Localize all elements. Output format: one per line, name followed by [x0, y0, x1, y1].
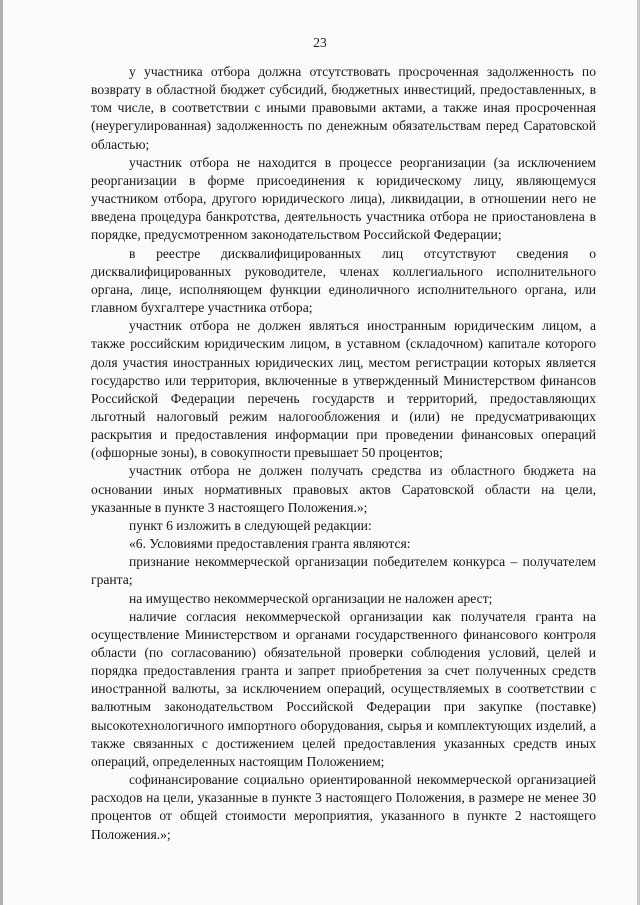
paragraph-winner-recognition: признание некоммерческой организации победителем конкурса – получателем гранта; — [91, 554, 596, 588]
paragraph-co-financing: софинансирование социально ориентированной некоммерческой организацией расходов на цели, указанные в пункте 3 настоящего Положения, в размере не менее 30 процентов от общей стоимости мероприятия, указанного в пункте 2 настоящего Положения.»; — [91, 772, 596, 842]
paragraph-disqualified-persons: в реестре дисквалифицированных лиц отсутствуют сведения о дисквалифицированных руководителе, членах коллегиального исполнительного органа, лице, исполняющем функции единоличного исполнительного органа, или главном бухгалтере участника отбора; — [91, 245, 596, 316]
paragraph-grant-conditions-heading: «6. Условиями предоставления гранта являются: — [129, 536, 411, 552]
document-body — [91, 63, 596, 844]
page-number: 23 — [313, 35, 327, 50]
paragraph-no-arrest: на имущество некоммерческой организации не наложен арест; — [129, 590, 493, 606]
paragraph-no-other-funding: участник отбора не должен получать средства из областного бюджета на основании иных нормативных правовых актов Саратовской области на цели, указанные в пункте 3 настоящего Положения.»; — [91, 463, 596, 515]
paragraph-clause-6-intro: пункт 6 изложить в следующей редакции: — [129, 517, 372, 533]
paragraph-no-overdue-debt: у участника отбора должна отсутствовать просроченная задолженность по возврату в областной бюджет субсидий, бюджетных инвестиций, предоставленных, в том числе, в соответствии с иными правовыми актами, а также иная просроченная (неурегулированная) задолженность по денежным обязательствам перед Саратовской областью; — [91, 64, 596, 152]
paragraph-no-reorganization: участник отбора не находится в процессе реорганизации (за исключением реорганизации в форме присоединения к юридическому лицу, являющемуся участником отбора, другого юридического лица), ликвидации, в отношении него не введена процедура банкротства, деятельность участника отбора не приостановлена в порядке, предусмотренном законодательством Российской Федерации; — [91, 154, 596, 243]
paragraph-not-foreign-entity: участник отбора не должен являться иностранным юридическим лицом, а также российским юридическим лицом, в уставном (складочном) капитале которого доля участия иностранных юридических лиц, местом регистрации которых является государство или территория, включенные в утвержденный Министерством финансов Российской Федерации перечень государств и территорий, предоставляющих льготный налоговый режим налогообложения и (или) не предусматривающих раскрытия и предоставления информации при проведении финансовых операций (офшорные зоны), в совокупности превышает 50 процентов; — [91, 318, 596, 461]
paragraph-consent-to-inspection: наличие согласия некоммерческой организации как получателя гранта на осуществление Министерством и органами государственного финансового контроля области (по согласованию) обязательной проверки соблюдения условий, целей и порядка предоставления гранта и запрет приобретения за счет полученных средств иностранной валюты, за исключением операций, осуществляемых в соответствии с валютным законодательством Российской Федерации при закупке (поставке) высокотехнологичного импортного оборудования, сырья и комплектующих изделий, а также связанных с достижением целей предоставления указанных средств иных операций, определенных настоящим Положением; — [91, 608, 596, 769]
